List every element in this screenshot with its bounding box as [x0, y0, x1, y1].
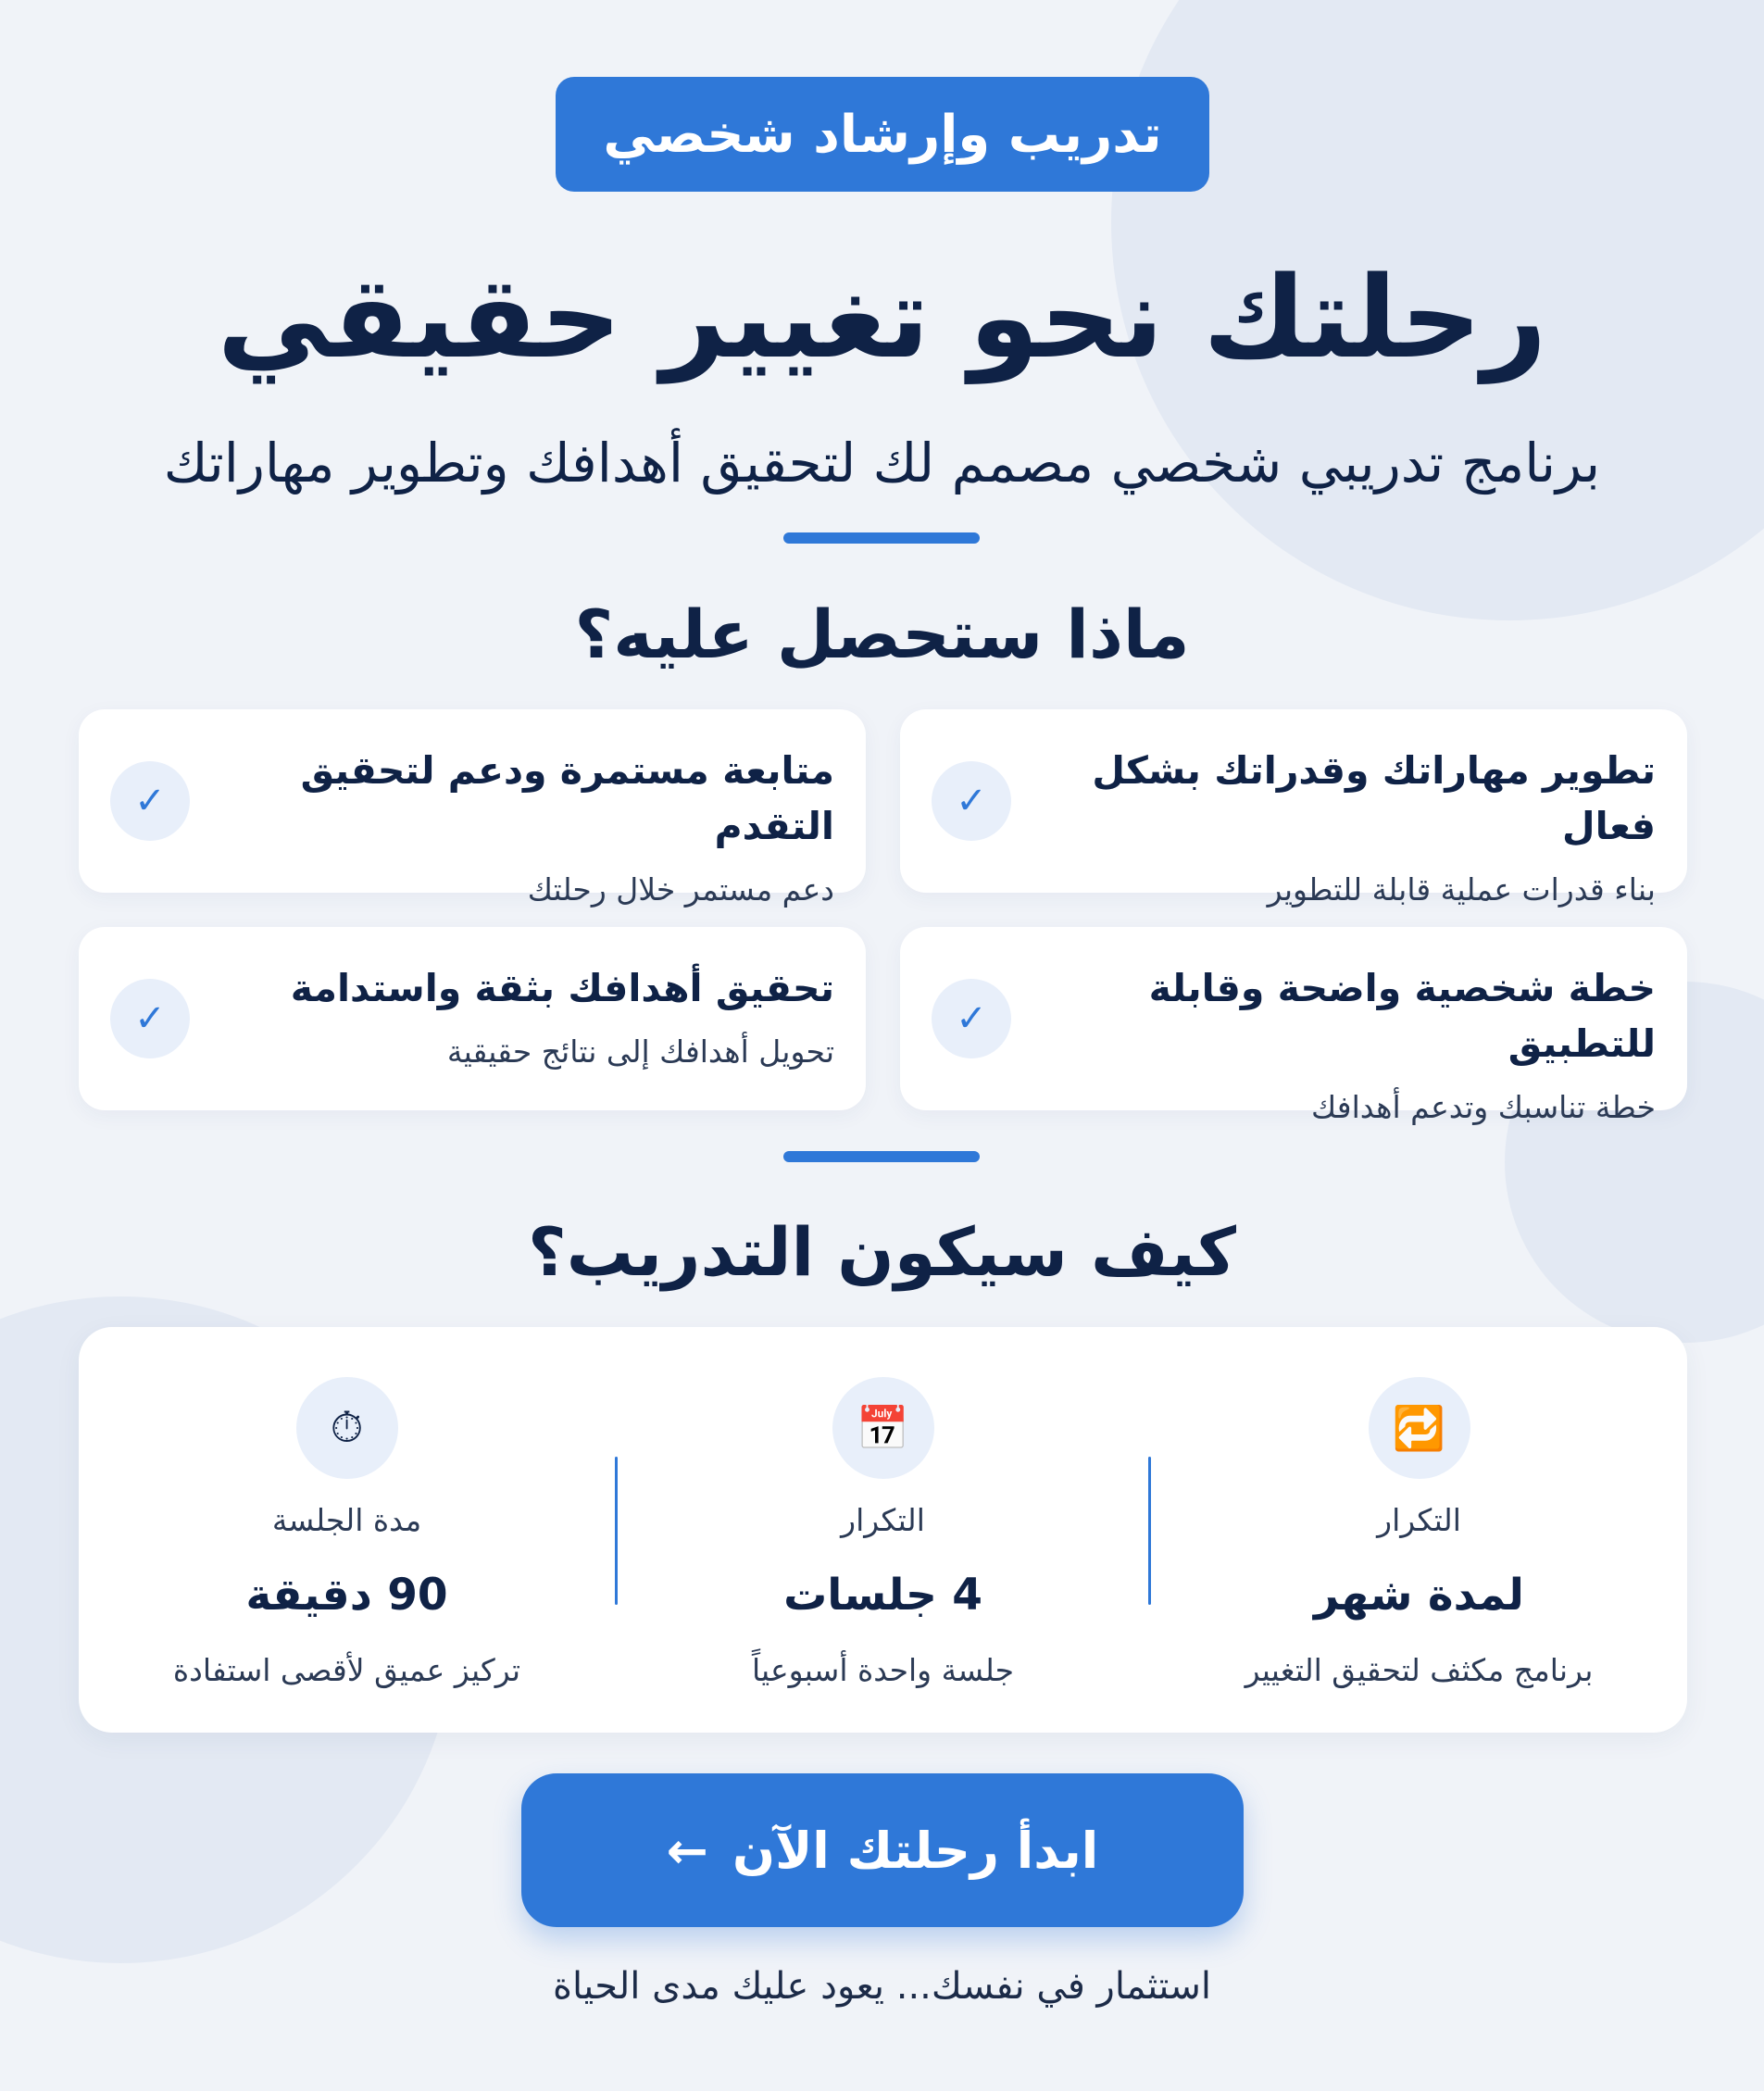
stat-divider	[1148, 1457, 1151, 1605]
benefit-card	[79, 709, 866, 908]
stat-note: تركيز عميق لأقصى استفادة	[172, 1652, 521, 1688]
category-badge: تدريب وإرشاد شخصي	[556, 77, 1209, 192]
stat-label: التكرار	[1377, 1502, 1461, 1538]
training-heading: كيف سيكون التدريب؟	[528, 1213, 1236, 1291]
stat-note: جلسة واحدة أسبوعياً	[751, 1652, 1015, 1688]
stat-value: لمدة شهر	[1314, 1570, 1524, 1621]
benefit-card	[900, 709, 1687, 908]
footer-tagline: استثمار في نفسك... يعود عليك مدى الحياة	[553, 1965, 1211, 2008]
benefit-description: بناء قدرات عملية قابلة للتطوير	[1267, 871, 1656, 908]
stat-value: 90 دقيقة	[245, 1570, 448, 1621]
section-divider	[783, 532, 980, 544]
benefit-description: خطة تناسبك وتدعم أهدافك	[1311, 1089, 1656, 1125]
stat-label: مدة الجلسة	[271, 1502, 422, 1538]
benefit-card	[79, 927, 866, 1110]
repeat-icon: 🔁	[1369, 1377, 1470, 1479]
check-icon: ✓	[110, 979, 190, 1058]
benefit-title: تحقيق أهدافك بثقة واستدامة	[290, 966, 834, 1010]
stat-duration	[1151, 1327, 1687, 1733]
start-journey-label: ابدأ رحلتك الآن	[732, 1821, 1099, 1880]
benefit-title: متابعة مستمرة ودعم لتحقيق التقدم	[300, 748, 834, 848]
stat-divider	[615, 1457, 618, 1605]
page-subtitle: برنامج تدريبي شخصي مصمم لك لتحقيق أهدافك وتطوير مهاراتك	[163, 432, 1601, 495]
training-details-card	[79, 1327, 1687, 1733]
calendar-icon: 📅	[832, 1377, 934, 1479]
benefit-card	[900, 927, 1687, 1125]
stat-value: 4 جلسات	[783, 1570, 982, 1621]
start-journey-button[interactable]	[521, 1773, 1244, 1927]
check-icon: ✓	[110, 761, 190, 841]
stat-sessions	[615, 1327, 1151, 1733]
check-icon: ✓	[932, 761, 1011, 841]
benefit-title: تطوير مهاراتك وقدراتك بشكل فعال	[1092, 748, 1656, 848]
section-divider	[783, 1151, 980, 1162]
benefit-description: تحويل أهدافك إلى نتائج حقيقية	[446, 1033, 834, 1070]
stat-session-length	[79, 1327, 615, 1733]
stopwatch-icon: ⏱	[296, 1377, 398, 1479]
stat-note: برنامج مكثف لتحقيق التغيير	[1245, 1652, 1594, 1688]
benefit-title: خطة شخصية واضحة وقابلة للتطبيق	[1148, 966, 1656, 1066]
check-icon: ✓	[932, 979, 1011, 1058]
stat-label: التكرار	[841, 1502, 925, 1538]
benefits-grid	[79, 709, 1687, 1125]
page-title: رحلتك نحو تغيير حقيقي	[217, 252, 1547, 383]
arrow-left-icon: ←	[666, 1821, 708, 1880]
benefit-description: دعم مستمر خلال رحلتك	[527, 871, 834, 908]
benefits-heading: ماذا ستحصل عليه؟	[574, 595, 1190, 673]
